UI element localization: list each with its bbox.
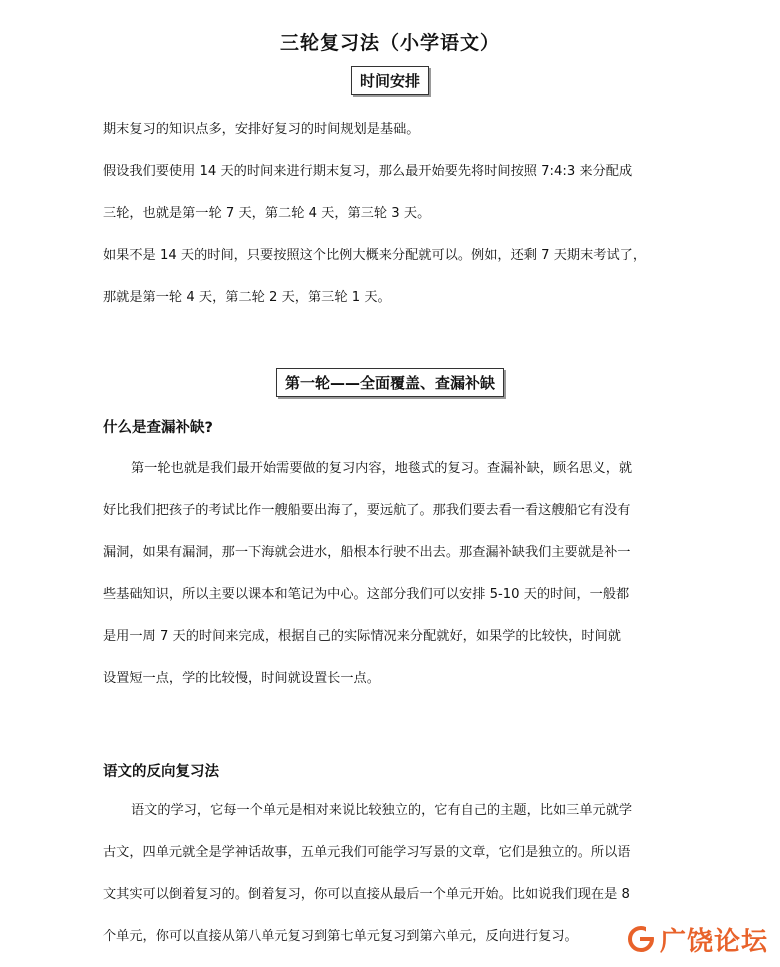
paragraph-line: 第一轮也就是我们最开始需要做的复习内容，地毯式的复习。查漏补缺，顾名思义，就: [131, 461, 633, 476]
paragraph-line: 古文，四单元就全是学神话故事，五单元我们可能学习写景的文章，它们是独立的。所以语: [103, 845, 631, 860]
paragraph-line: 是用一周 7 天的时间来完成，根据自己的实际情况来分配就好，如果学的比较快，时间就: [103, 629, 621, 644]
paragraph-line: 好比我们把孩子的考试比作一艘船要出海了，要远航了。那我们要去看一看这艘船它有没有: [103, 503, 631, 518]
watermark-text: 广饶论坛: [659, 926, 768, 957]
paragraph-line: 那就是第一轮 4 天，第二轮 2 天，第三轮 1 天。: [103, 290, 391, 305]
page-title: 三轮复习法（小学语文）: [279, 32, 500, 54]
paragraph-line: 三轮，也就是第一轮 7 天，第二轮 4 天，第三轮 3 天。: [103, 206, 431, 221]
paragraph-line: 个单元，你可以直接从第八单元复习到第七单元复习到第六单元，反向进行复习。: [103, 929, 578, 944]
paragraph-line: 期末复习的知识点多，安排好复习的时间规划是基础。: [103, 122, 420, 137]
paragraph-line: 漏洞，如果有漏洞，那一下海就会进水，船根本行驶不出去。那查漏补缺我们主要就是补一: [103, 545, 631, 560]
watermark: [626, 919, 768, 959]
watermark-logo-icon: [626, 924, 656, 954]
section-heading-round1: 第一轮——全面覆盖、查漏补缺: [276, 368, 504, 397]
section-heading-time: 时间安排: [351, 66, 429, 95]
subheading-reverse-review: 语文的反向复习法: [103, 764, 219, 780]
paragraph-line: 文其实可以倒着复习的。倒着复习，你可以直接从最后一个单元开始。比如说我们现在是 8: [103, 887, 630, 902]
subheading-check-gaps: 什么是查漏补缺?: [103, 420, 213, 436]
paragraph-line: 些基础知识，所以主要以课本和笔记为中心。这部分我们可以安排 5-10 天的时间，一般都: [103, 587, 630, 602]
paragraph-line: 语文的学习，它每一个单元是相对来说比较独立的，它有自己的主题，比如三单元就学: [131, 803, 633, 818]
paragraph-line: 假设我们要使用 14 天的时间来进行期末复习，那么最开始要先将时间按照 7:4:3 来分配成: [103, 164, 633, 179]
paragraph-line: 如果不是 14 天的时间，只要按照这个比例大概来分配就可以。例如，还剩 7 天期末考试了，: [103, 248, 647, 263]
paragraph-line: 设置短一点，学的比较慢，时间就设置长一点。: [103, 671, 380, 686]
